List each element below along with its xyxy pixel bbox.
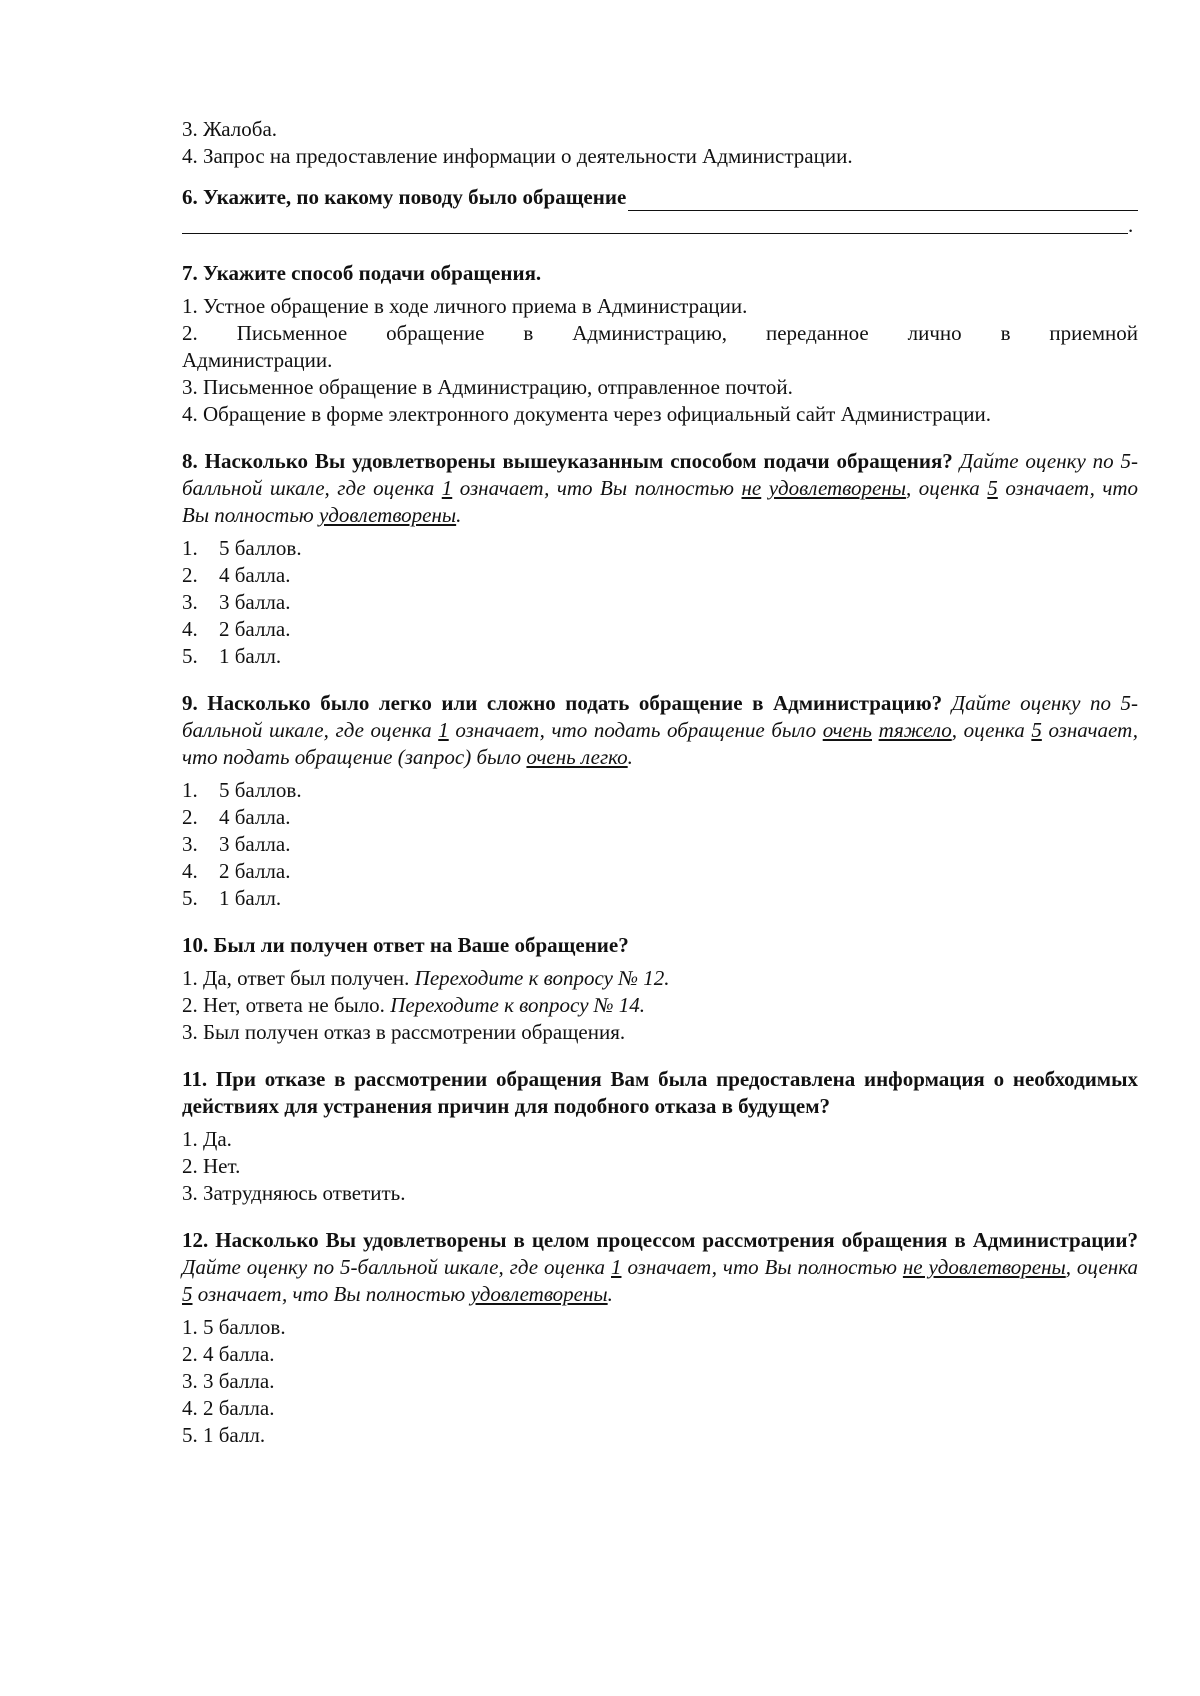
line-end-mark: . bbox=[1128, 213, 1134, 237]
answer-line-2[interactable] bbox=[182, 215, 1128, 234]
q10-option-1 bbox=[182, 965, 1138, 992]
q8-option-5-text: 1 балл. bbox=[219, 644, 282, 668]
q12-hint-a: Дайте оценку по 5-балльной шкале, где оценка bbox=[182, 1255, 606, 1279]
q10-option-1-hint: Переходите к вопросу № 12. bbox=[414, 966, 670, 990]
q9-option-1-text: 5 баллов. bbox=[219, 778, 302, 802]
q9-options bbox=[182, 777, 1138, 912]
question-11-title: 11. При отказе в рассмотрении обращения Вам была предоставлена информация о необходимых действиях для устранения причин для подобного отказа в будущем? bbox=[182, 1067, 1138, 1118]
q10-option-3: 3. Был получен отказ в рассмотрении обращения. bbox=[182, 1020, 626, 1044]
question-9 bbox=[182, 690, 1138, 912]
q12-option-2: 2. 4 балла. bbox=[182, 1342, 275, 1366]
q9-end: . bbox=[627, 745, 633, 769]
q9-hint-b: означает, что подать обращение было bbox=[455, 718, 817, 742]
q8-end: . bbox=[456, 503, 462, 527]
question-10 bbox=[182, 932, 1138, 1046]
q9-hard: тяжело bbox=[878, 718, 952, 742]
q8-title-text: 8. Насколько Вы удовлетворены вышеуказанным способом подачи обращения? bbox=[182, 449, 953, 473]
q7-option-2-cont: Администрации. bbox=[182, 348, 333, 372]
q12-not-satisfied: не удовлетворены bbox=[902, 1255, 1066, 1279]
q9-option-1 bbox=[182, 777, 1138, 804]
q9-title-text: 9. Насколько было легко или сложно подать обращение в Администрацию? bbox=[182, 691, 943, 715]
q9-option-5-num: 5. bbox=[182, 886, 198, 910]
q9-hint-c: , оценка bbox=[951, 718, 1025, 742]
q8-satisfied: удовлетворены bbox=[318, 503, 457, 527]
question-11 bbox=[182, 1066, 1138, 1207]
q11-option-3: 3. Затрудняюсь ответить. bbox=[182, 1181, 406, 1205]
q8-hint-c: , оценка bbox=[905, 476, 980, 500]
q9-option-3 bbox=[182, 831, 1138, 858]
q8-score-one: 1 bbox=[441, 476, 453, 500]
q9-hint-d: означает, что подать обращение (запрос) было bbox=[182, 718, 1139, 769]
q12-score-five: 5 bbox=[182, 1282, 193, 1306]
q8-option-2-text: 4 балла. bbox=[219, 563, 291, 587]
q11-option-2: 2. Нет. bbox=[182, 1154, 241, 1178]
q12-hint bbox=[182, 1255, 1138, 1306]
q9-option-3-num: 3. bbox=[182, 832, 198, 856]
questionnaire-content bbox=[182, 116, 1138, 1469]
q10-option-2 bbox=[182, 992, 1138, 1019]
q12-hint-c: , оценка bbox=[1065, 1255, 1138, 1279]
q9-easy: очень легко bbox=[526, 745, 628, 769]
question-8-title bbox=[182, 448, 1138, 529]
question-7 bbox=[182, 260, 1138, 428]
q12-end: . bbox=[607, 1282, 613, 1306]
q8-option-4 bbox=[182, 616, 1138, 643]
q8-hint-a: Дайте оценку по 5-балльной шкале, где оценка bbox=[182, 449, 1139, 500]
q12-score-one: 1 bbox=[611, 1255, 622, 1279]
q8-option-5-num: 5. bbox=[182, 644, 198, 668]
q8-hint-b: означает, что Вы полностью bbox=[459, 476, 734, 500]
q8-option-2 bbox=[182, 562, 1138, 589]
q8-option-1 bbox=[182, 535, 1138, 562]
q8-option-4-text: 2 балла. bbox=[219, 617, 291, 641]
q8-option-3-text: 3 балла. bbox=[219, 590, 291, 614]
question-12 bbox=[182, 1227, 1138, 1449]
q12-hint-b: означает, что Вы полностью bbox=[627, 1255, 897, 1279]
q11-option-1: 1. Да. bbox=[182, 1127, 232, 1151]
q8-options bbox=[182, 535, 1138, 670]
option-info-request: 4. Запрос на предоставление информации о деятельности Администрации. bbox=[182, 144, 853, 168]
q7-option-4: 4. Обращение в форме электронного документа через официальный сайт Администрации. bbox=[182, 402, 991, 426]
question-6-title: 6. Укажите, по какому поводу было обращение bbox=[182, 185, 627, 209]
q8-option-1-num: 1. bbox=[182, 536, 198, 560]
q7-option-2: 2. Письменное обращение в Администрацию, переданное лично в приемной bbox=[182, 321, 1138, 345]
q12-option-5: 5. 1 балл. bbox=[182, 1423, 266, 1447]
q9-score-one: 1 bbox=[438, 718, 449, 742]
q9-option-4-text: 2 балла. bbox=[219, 859, 291, 883]
question-8 bbox=[182, 448, 1138, 670]
q8-option-1-text: 5 баллов. bbox=[219, 536, 302, 560]
q9-option-2-num: 2. bbox=[182, 805, 198, 829]
q10-option-2-text: 2. Нет, ответа не было. bbox=[182, 993, 385, 1017]
q12-title-text: 12. Насколько Вы удовлетворены в целом процессом рассмотрения обращения в Администрации? bbox=[182, 1228, 1138, 1252]
q8-option-4-num: 4. bbox=[182, 617, 198, 641]
question-12-title bbox=[182, 1227, 1138, 1308]
q9-option-2 bbox=[182, 804, 1138, 831]
q10-option-2-hint: Переходите к вопросу № 14. bbox=[390, 993, 646, 1017]
q9-ochen: очень bbox=[822, 718, 872, 742]
q9-option-3-text: 3 балла. bbox=[219, 832, 291, 856]
q8-option-3-num: 3. bbox=[182, 590, 198, 614]
q8-option-5 bbox=[182, 643, 1138, 670]
q9-option-5-text: 1 балл. bbox=[219, 886, 282, 910]
q9-option-5 bbox=[182, 885, 1138, 912]
q12-option-3: 3. 3 балла. bbox=[182, 1369, 275, 1393]
q12-option-1: 1. 5 баллов. bbox=[182, 1315, 286, 1339]
q9-score-five: 5 bbox=[1031, 718, 1042, 742]
q9-option-4-num: 4. bbox=[182, 859, 198, 883]
question-9-title bbox=[182, 690, 1138, 771]
q9-option-2-text: 4 балла. bbox=[219, 805, 291, 829]
q8-ne: не bbox=[741, 476, 762, 500]
q8-option-3 bbox=[182, 589, 1138, 616]
previous-question-options bbox=[182, 116, 1138, 170]
q7-option-3: 3. Письменное обращение в Администрацию, отправленное почтой. bbox=[182, 375, 793, 399]
q12-hint-d: означает, что Вы полностью bbox=[197, 1282, 466, 1306]
q9-option-1-num: 1. bbox=[182, 778, 198, 802]
q7-option-1: 1. Устное обращение в ходе личного приема в Администрации. bbox=[182, 294, 748, 318]
question-7-title: 7. Укажите способ подачи обращения. bbox=[182, 261, 542, 285]
q8-not-satisfied: удовлетворены bbox=[768, 476, 906, 500]
q9-option-4 bbox=[182, 858, 1138, 885]
q12-option-4: 4. 2 балла. bbox=[182, 1396, 275, 1420]
question-6 bbox=[182, 184, 1138, 211]
question-6-answer-line bbox=[182, 213, 1138, 237]
q8-score-five: 5 bbox=[987, 476, 998, 500]
option-complaint: 3. Жалоба. bbox=[182, 117, 278, 141]
q8-option-2-num: 2. bbox=[182, 563, 198, 587]
q12-satisfied: удовлетворены bbox=[470, 1282, 608, 1306]
question-10-title: 10. Был ли получен ответ на Ваше обращение? bbox=[182, 933, 629, 957]
answer-line-1[interactable] bbox=[628, 190, 1138, 211]
q9-hint-a: Дайте оценку по 5-балльной шкале, где оценка bbox=[182, 691, 1139, 742]
q10-option-1-text: 1. Да, ответ был получен. bbox=[182, 966, 410, 990]
q8-hint-d: означает, что Вы полностью bbox=[182, 476, 1139, 527]
